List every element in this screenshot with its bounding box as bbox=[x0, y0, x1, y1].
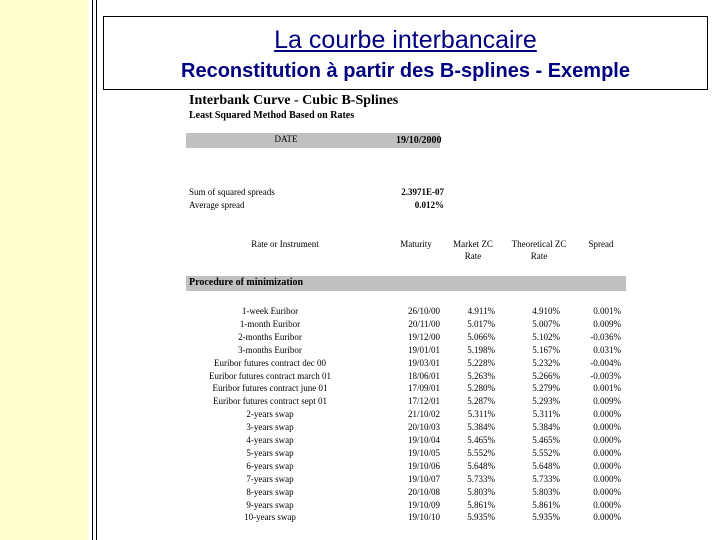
table-row bbox=[0, 408, 720, 421]
spread-cell: -0.004% bbox=[590, 357, 621, 368]
instrument-cell: 7-years swap bbox=[246, 473, 294, 484]
instrument-cell: 6-years swap bbox=[246, 460, 294, 471]
maturity-cell: 19/10/10 bbox=[407, 512, 440, 523]
instrument-cell: 9-years swap bbox=[246, 499, 294, 510]
table-row bbox=[0, 370, 720, 383]
spread-cell: 0.001% bbox=[593, 383, 621, 394]
spread-cell: 0.000% bbox=[593, 473, 621, 484]
market-zc-rate-cell: 5.017% bbox=[467, 318, 495, 329]
table-row bbox=[0, 318, 720, 331]
theoretical-zc-rate-cell: 5.311% bbox=[532, 409, 560, 420]
market-zc-rate-cell: 5.552% bbox=[467, 447, 495, 458]
table-row bbox=[0, 331, 720, 344]
sum-squared-spreads-value: 2.3971E-07 bbox=[401, 187, 444, 197]
instrument-cell: 2-years swap bbox=[246, 409, 294, 420]
theoretical-zc-rate-cell: 5.552% bbox=[532, 447, 560, 458]
market-zc-rate-cell: 5.733% bbox=[467, 473, 495, 484]
date-label: DATE bbox=[274, 134, 298, 144]
instrument-cell: 1-week Euribor bbox=[241, 306, 299, 316]
table-row bbox=[0, 421, 720, 434]
maturity-cell: 19/12/00 bbox=[407, 331, 440, 342]
instrument-cell: 5-years swap bbox=[246, 447, 294, 458]
spread-cell: 0.000% bbox=[593, 435, 621, 445]
market-zc-rate-cell: 5.198% bbox=[467, 344, 495, 355]
spread-cell: 0.000% bbox=[593, 447, 621, 458]
maturity-cell: 19/03/01 bbox=[407, 357, 440, 368]
spread-cell: 0.000% bbox=[593, 460, 621, 471]
instrument-cell: 3-months Euribor bbox=[238, 344, 302, 355]
theoretical-zc-rate-cell: 5.232% bbox=[532, 357, 560, 368]
maturity-cell: 20/10/08 bbox=[407, 486, 440, 497]
market-zc-rate-cell: 5.311% bbox=[467, 409, 495, 420]
market-zc-rate-cell: 5.648% bbox=[467, 460, 495, 471]
maturity-cell: 18/06/01 bbox=[407, 370, 440, 381]
maturity-cell: 19/10/04 bbox=[407, 435, 440, 445]
maturity-cell: 17/12/01 bbox=[407, 396, 440, 407]
header-instrument: Rate or Instrument bbox=[251, 239, 319, 249]
instrument-cell: 4-years swap bbox=[246, 435, 294, 445]
average-spread-label: Average spread bbox=[189, 200, 245, 210]
sheet-title: Interbank Curve - Cubic B-Splines bbox=[189, 93, 399, 108]
theoretical-zc-rate-cell: 5.861% bbox=[532, 499, 560, 510]
market-zc-rate-cell: 5.228% bbox=[467, 357, 495, 368]
spread-cell: 0.000% bbox=[593, 486, 621, 497]
table-row bbox=[0, 499, 720, 512]
table-row bbox=[0, 344, 720, 357]
instrument-cell: Euribor futures contract june 01 bbox=[212, 383, 328, 394]
theoretical-zc-rate-cell: 5.648% bbox=[532, 460, 560, 471]
table-row bbox=[0, 357, 720, 370]
sum-squared-spreads-label: Sum of squared spreads bbox=[189, 187, 275, 197]
table-row bbox=[0, 395, 720, 408]
table-row bbox=[0, 511, 720, 524]
average-spread-value: 0.012% bbox=[414, 200, 444, 210]
maturity-cell: 17/09/01 bbox=[407, 383, 440, 394]
header-theoretical-zc-rate: Theoretical ZC Rate bbox=[511, 239, 567, 261]
theoretical-zc-rate-cell: 5.266% bbox=[532, 370, 560, 381]
market-zc-rate-cell: 5.465% bbox=[467, 435, 495, 445]
header-spread: Spread bbox=[588, 239, 614, 249]
instrument-cell: Euribor futures contract march 01 bbox=[209, 370, 331, 381]
table-row bbox=[0, 486, 720, 499]
spread-cell: 0.009% bbox=[593, 318, 621, 329]
instrument-cell: 10-years swap bbox=[244, 512, 296, 523]
market-zc-rate-cell: 5.287% bbox=[467, 396, 495, 407]
procedure-label: Procedure of minimization bbox=[189, 277, 304, 288]
theoretical-zc-rate-cell: 5.102% bbox=[532, 331, 560, 342]
market-zc-rate-cell: 5.935% bbox=[467, 512, 495, 523]
sheet-subtitle: Least Squared Method Based on Rates bbox=[189, 110, 355, 121]
table-row bbox=[0, 305, 720, 318]
market-zc-rate-cell: 5.803% bbox=[467, 486, 495, 497]
spread-cell: 0.031% bbox=[593, 344, 621, 355]
theoretical-zc-rate-cell: 5.293% bbox=[532, 396, 560, 407]
instrument-cell: 8-years swap bbox=[246, 486, 294, 497]
spread-cell: 0.000% bbox=[593, 512, 621, 523]
header-maturity: Maturity bbox=[400, 239, 432, 249]
maturity-cell: 19/01/01 bbox=[407, 344, 440, 355]
theoretical-zc-rate-cell: 5.167% bbox=[532, 344, 560, 355]
theoretical-zc-rate-cell: 5.803% bbox=[532, 486, 560, 497]
maturity-cell: 19/10/06 bbox=[407, 460, 440, 471]
maturity-cell: 20/11/00 bbox=[408, 318, 440, 329]
market-zc-rate-cell: 5.263% bbox=[467, 370, 495, 381]
spread-cell: 0.009% bbox=[593, 396, 621, 407]
spread-cell: -0.003% bbox=[590, 370, 621, 381]
table-row bbox=[0, 382, 720, 395]
instrument-cell: 3-years swap bbox=[246, 422, 294, 433]
instrument-cell: Euribor futures contract dec 00 bbox=[214, 357, 326, 368]
spread-cell: 0.000% bbox=[593, 422, 621, 433]
market-zc-rate-cell: 4.911% bbox=[467, 306, 495, 316]
date-value: 19/10/2000 bbox=[396, 135, 442, 146]
table-row bbox=[0, 473, 720, 486]
market-zc-rate-cell: 5.066% bbox=[467, 331, 495, 342]
theoretical-zc-rate-cell: 5.007% bbox=[532, 318, 560, 329]
spread-cell: 0.000% bbox=[593, 499, 621, 510]
maturity-cell: 26/10/00 bbox=[407, 306, 440, 316]
theoretical-zc-rate-cell: 5.279% bbox=[532, 383, 560, 394]
maturity-cell: 21/10/02 bbox=[407, 409, 440, 420]
table-row bbox=[0, 460, 720, 473]
maturity-cell: 19/10/07 bbox=[407, 473, 440, 484]
header-market-zc-rate: Market ZC Rate bbox=[453, 239, 493, 261]
instrument-cell: Euribor futures contract sept 01 bbox=[213, 396, 327, 407]
theoretical-zc-rate-cell: 5.935% bbox=[532, 512, 560, 523]
table-row bbox=[0, 434, 720, 447]
instrument-cell: 2-months Euribor bbox=[238, 331, 302, 342]
spread-cell: 0.001% bbox=[593, 306, 621, 316]
market-zc-rate-cell: 5.861% bbox=[467, 499, 495, 510]
maturity-cell: 19/10/05 bbox=[407, 447, 440, 458]
slide-title: La courbe interbancaire bbox=[274, 26, 537, 54]
theoretical-zc-rate-cell: 5.465% bbox=[532, 435, 560, 445]
maturity-cell: 20/10/03 bbox=[407, 422, 440, 433]
instrument-cell: 1-month Euribor bbox=[239, 318, 301, 329]
table-row bbox=[0, 447, 720, 460]
spread-cell: 0.000% bbox=[593, 409, 621, 420]
slide-title-box bbox=[103, 16, 708, 90]
market-zc-rate-cell: 5.384% bbox=[467, 422, 495, 433]
theoretical-zc-rate-cell: 5.733% bbox=[532, 473, 560, 484]
slide-subtitle: Reconstitution à partir des B-splines - Exemple bbox=[181, 60, 630, 82]
theoretical-zc-rate-cell: 4.910% bbox=[532, 306, 560, 316]
theoretical-zc-rate-cell: 5.384% bbox=[532, 422, 560, 433]
spread-cell: -0.036% bbox=[590, 331, 621, 342]
maturity-cell: 19/10/09 bbox=[407, 499, 440, 510]
market-zc-rate-cell: 5.280% bbox=[467, 383, 495, 394]
